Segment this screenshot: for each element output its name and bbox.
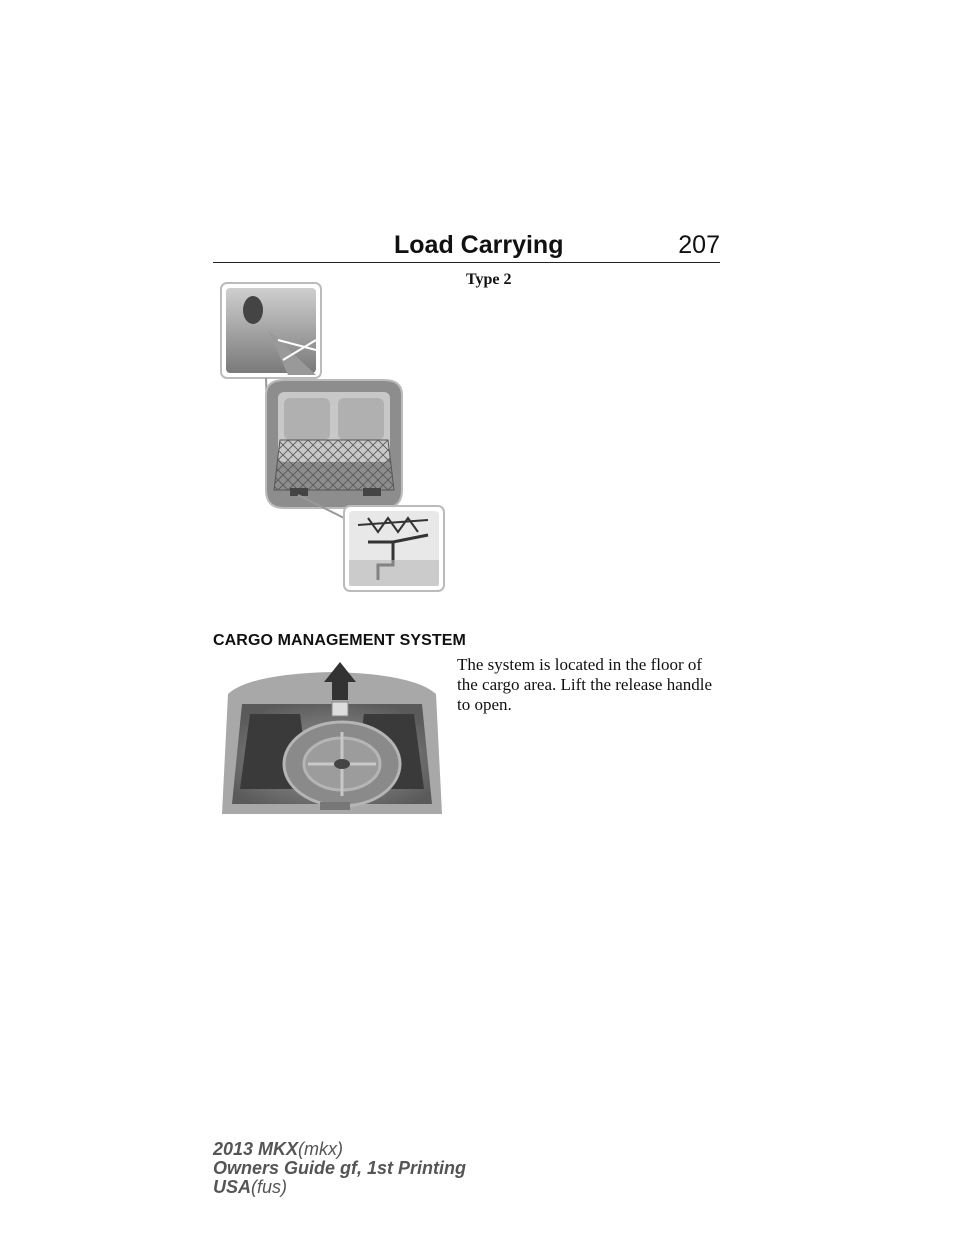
- section-body: The system is located in the floor of the cargo area. Lift the release handle to open.: [457, 655, 713, 714]
- figure-caption: Type 2: [466, 271, 512, 288]
- chapter-title: Load Carrying: [394, 231, 564, 259]
- page-header: [213, 228, 720, 263]
- footer-market-code: (fus): [251, 1177, 288, 1197]
- footer-market: USA: [213, 1177, 252, 1197]
- footer-model-code: (mkx): [298, 1139, 344, 1159]
- cargo-floor-illustration: [220, 654, 444, 824]
- cargo-net-illustration: [218, 280, 450, 595]
- section-heading: CARGO MANAGEMENT SYSTEM: [213, 632, 466, 649]
- page-number: 207: [678, 231, 720, 259]
- footer-model: 2013 MKX: [213, 1139, 299, 1159]
- footer-guide: Owners Guide gf, 1st Printing: [213, 1158, 467, 1178]
- page-footer: [213, 1140, 466, 1197]
